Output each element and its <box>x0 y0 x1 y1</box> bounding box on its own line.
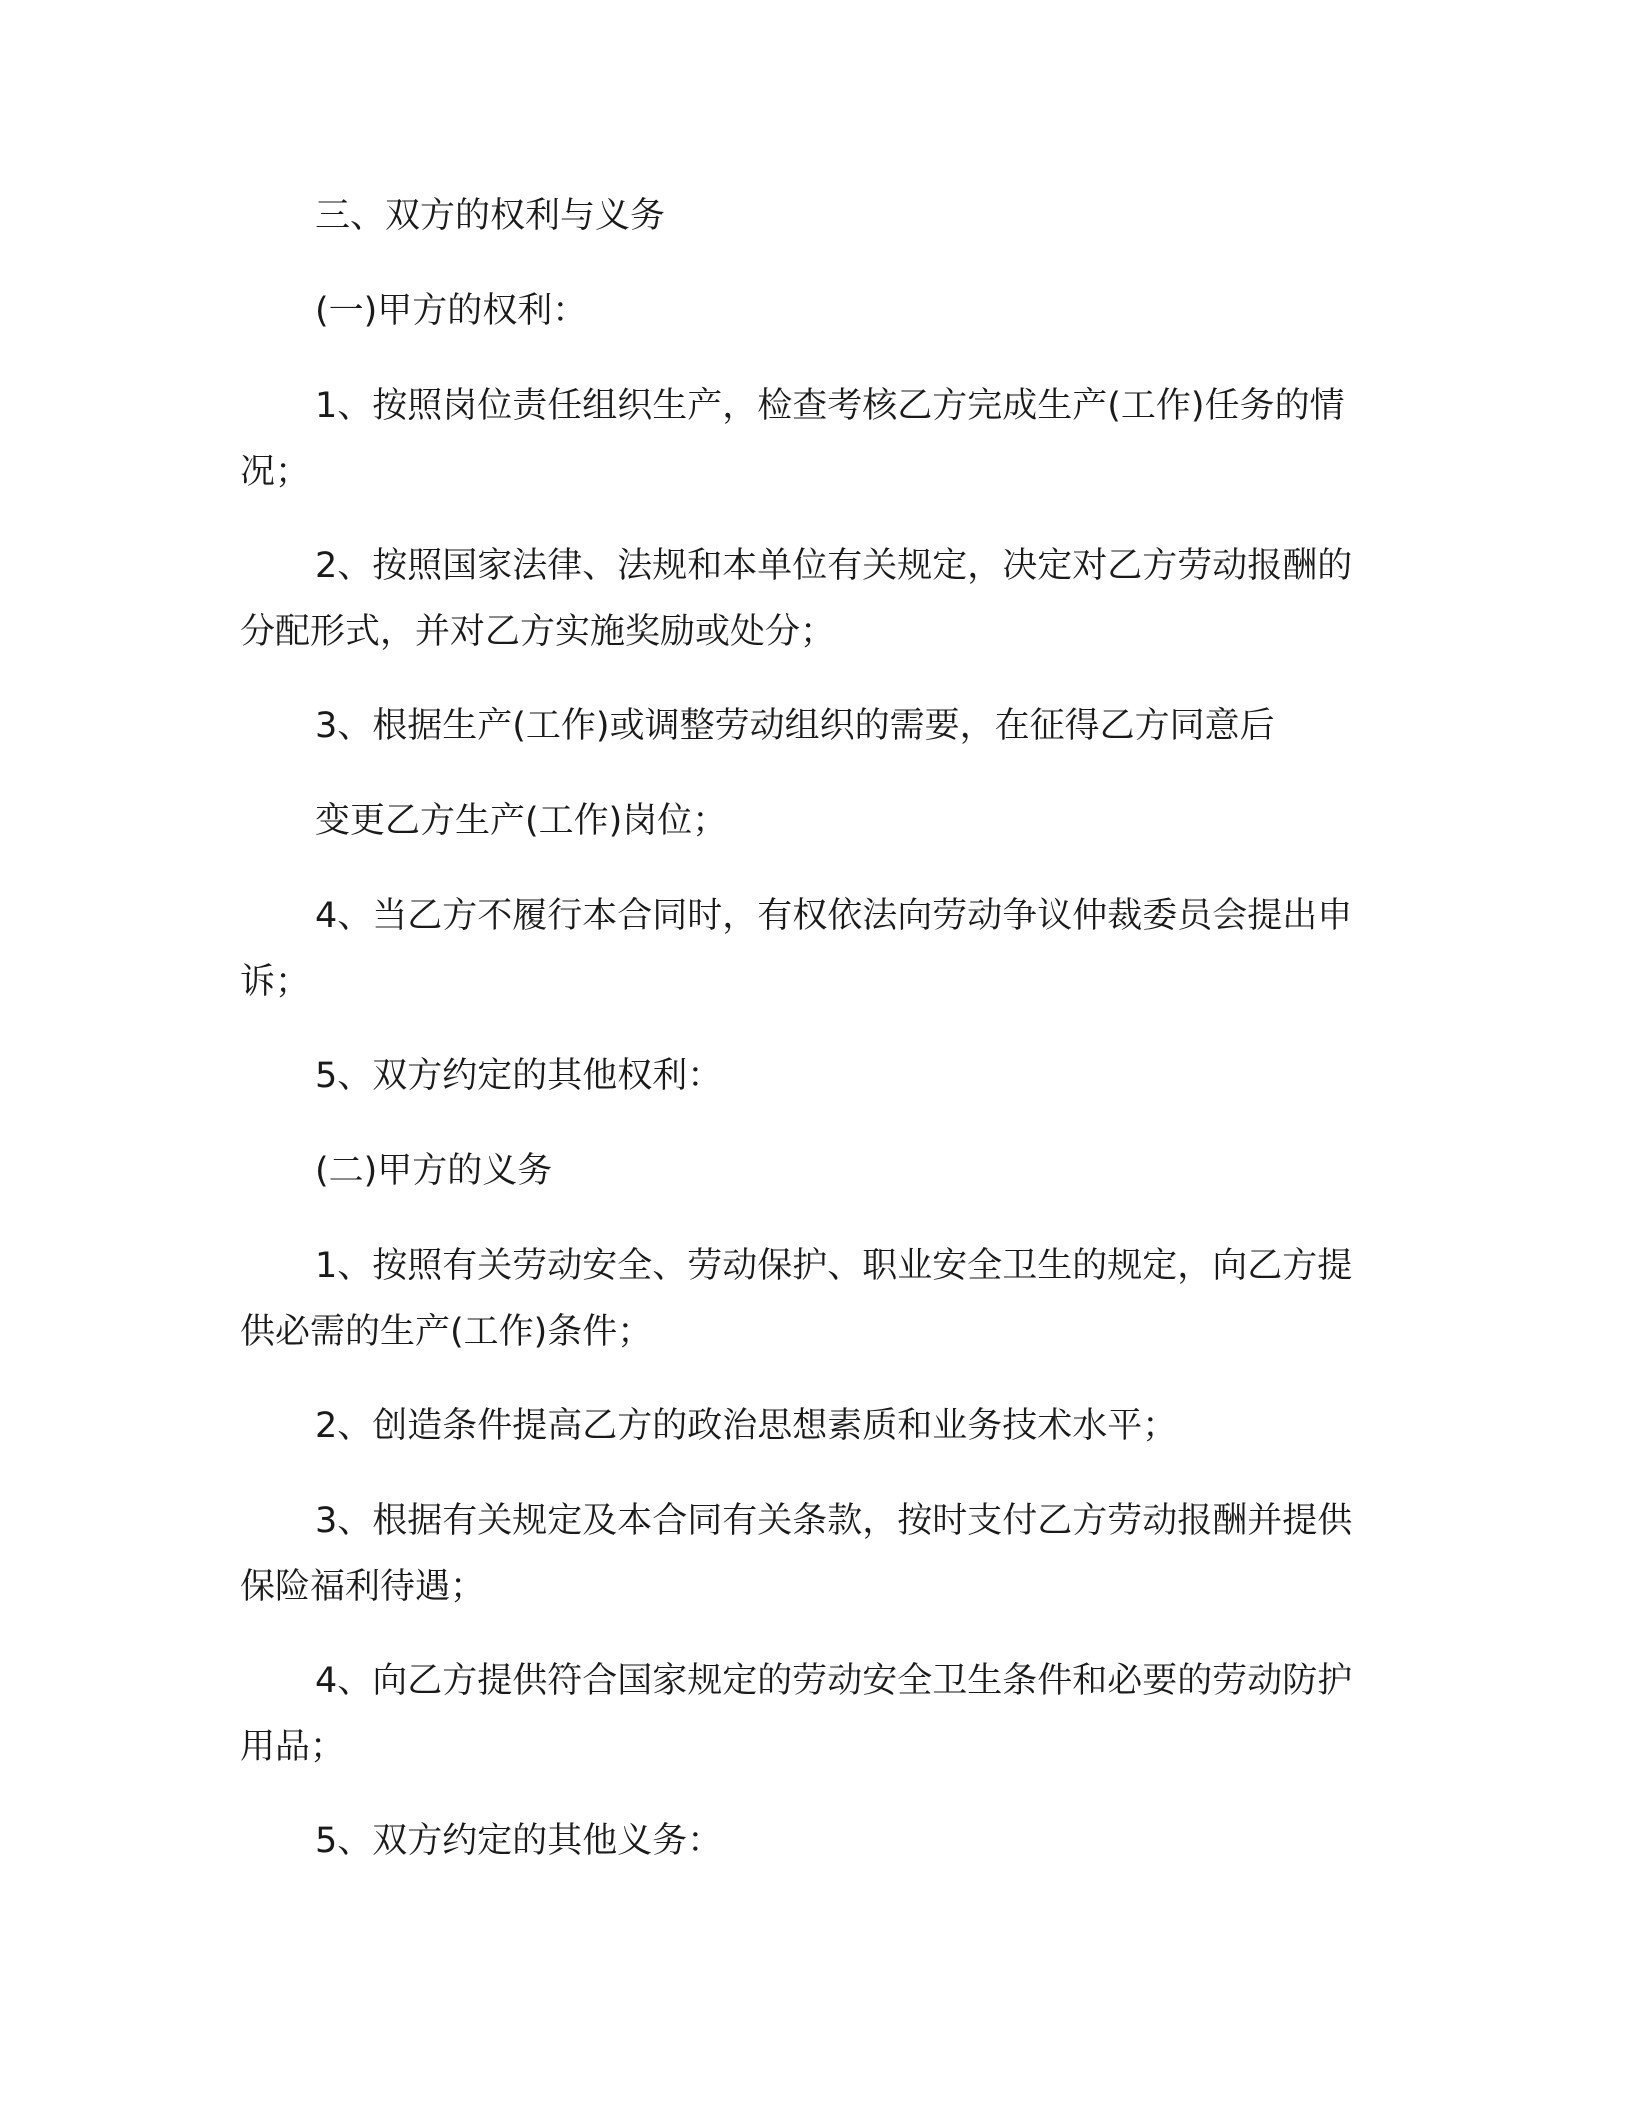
section-b-item-5: 5、双方约定的其他义务： <box>315 1821 723 1861</box>
section-b-title: (二)甲方的义务 <box>315 1151 553 1191</box>
section-b-item-4: 4、向乙方提供符合国家规定的劳动安全卫生条件和必要的劳动防护用品； <box>240 1661 1353 1767</box>
section-a-title: (一)甲方的权利： <box>315 291 588 331</box>
section-a-item-1: 1、按照岗位责任组织生产，检查考核乙方完成生产(工作)任务的情况； <box>240 386 1345 492</box>
section-a-item-2: 2、按照国家法律、法规和本单位有关规定，决定对乙方劳动报酬的分配形式，并对乙方实施奖励或处分； <box>240 546 1353 652</box>
section-a-item-3: 3、根据生产(工作)或调整劳动组织的需要，在征得乙方同意后 <box>315 706 1275 746</box>
section-b-item-1: 1、按照有关劳动安全、劳动保护、职业安全卫生的规定，向乙方提供必需的生产(工作)条件； <box>240 1246 1353 1352</box>
section-b-item-3: 3、根据有关规定及本合同有关条款，按时支付乙方劳动报酬并提供保险福利待遇； <box>240 1501 1353 1607</box>
section-a-item-5: 5、双方约定的其他权利： <box>315 1056 723 1096</box>
section-heading: 三、双方的权利与义务 <box>315 196 666 236</box>
section-a-item-3-continued: 变更乙方生产(工作)岗位； <box>315 801 728 841</box>
section-a-item-4: 4、当乙方不履行本合同时，有权依法向劳动争议仲裁委员会提出申诉； <box>240 896 1353 1002</box>
section-b-item-2: 2、创造条件提高乙方的政治思想素质和业务技术水平； <box>315 1406 1178 1446</box>
